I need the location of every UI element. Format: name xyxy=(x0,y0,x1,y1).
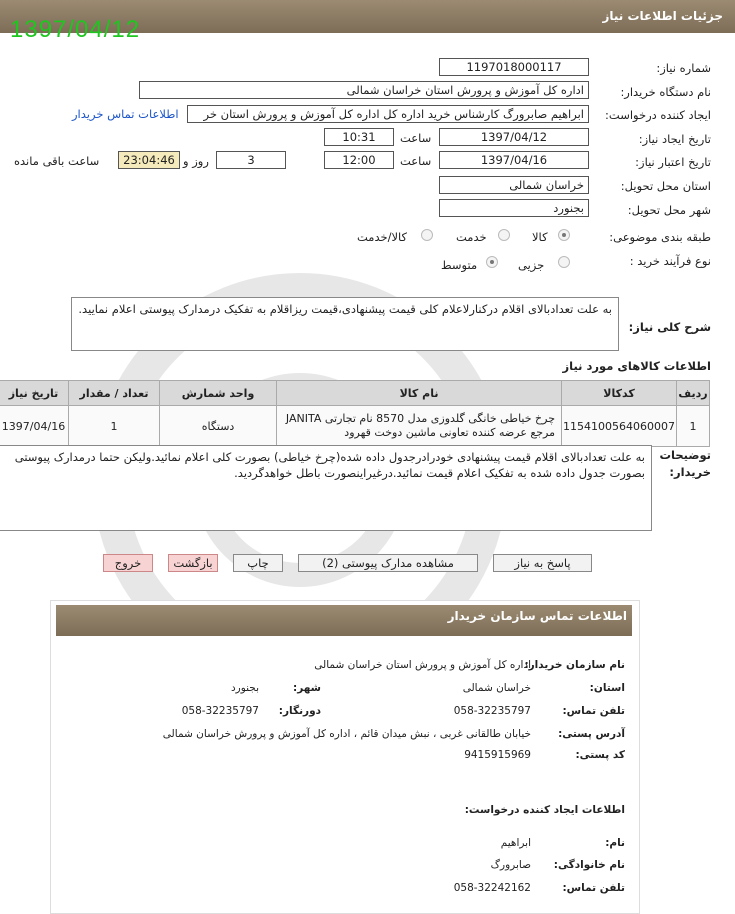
table-row xyxy=(0,406,710,447)
creator-family-value: صابرورگ xyxy=(490,859,531,871)
phone-value: 058-32235797 xyxy=(453,705,531,717)
validity-date-field: 1397/04/16 xyxy=(439,151,589,169)
cell-date: 1397/04/16 xyxy=(0,406,69,447)
col-qty: تعداد / مقدار xyxy=(69,381,160,406)
col-date: تاریخ نیاز xyxy=(0,381,69,406)
buyer-notes-label: توضیحات خریدار: xyxy=(659,448,711,479)
org-label: نام سازمان خریدار: xyxy=(524,659,625,671)
validity-time-field: 12:00 xyxy=(324,151,394,169)
goods-table xyxy=(0,380,710,447)
buyer-contact-link[interactable]: اطلاعات تماس خریدار xyxy=(72,107,179,121)
created-date-label: تاریخ ایجاد نیاز: xyxy=(638,132,711,146)
validity-time-label: ساعت xyxy=(400,154,432,168)
city-value: بجنورد xyxy=(230,682,259,694)
page-title: جزئیات اطلاعات نیاز xyxy=(602,9,723,23)
category-service-label: خدمت xyxy=(456,230,487,244)
cell-row: 1 xyxy=(677,406,710,447)
process-medium-radio[interactable] xyxy=(486,256,498,268)
cell-name: چرخ خیاطی خانگی گلدوزی مدل 8570 نام تجارتی JANITA مرجع عرضه کننده تعاونی ماشین دوخت قهرود xyxy=(277,406,562,447)
exit-button[interactable]: خروج xyxy=(103,554,153,572)
cell-qty: 1 xyxy=(69,406,160,447)
buyer-name-label: نام دستگاه خریدار: xyxy=(620,85,711,99)
validity-date-label: تاریخ اعتبار نیاز: xyxy=(635,155,711,169)
requester-field: ابراهیم صابرورگ کارشناس خرید اداره کل اداره کل آموزش و پرورش استان خر xyxy=(187,105,589,123)
phone-label: تلفن تماس: xyxy=(562,705,625,717)
reply-button[interactable]: پاسخ به نیاز xyxy=(493,554,592,572)
category-label: طبقه بندی موضوعی: xyxy=(609,230,711,244)
back-button[interactable]: بازگشت xyxy=(168,554,218,572)
contact-card-title: اطلاعات تماس سازمان خریدار xyxy=(447,609,627,623)
creator-family-label: نام خانوادگی: xyxy=(553,859,625,871)
col-row: ردیف xyxy=(677,381,710,406)
description-label: شرح کلی نیاز: xyxy=(628,320,711,334)
created-date-field: 1397/04/12 xyxy=(439,128,589,146)
postal-code-label: کد پستی: xyxy=(575,749,625,761)
remaining-time-field: 23:04:46 xyxy=(118,151,180,169)
org-value: اداره کل آموزش و پرورش استان خراسان شمالی xyxy=(314,659,531,671)
creator-phone-value: 058-32242162 xyxy=(453,882,531,894)
attachments-button[interactable]: مشاهده مدارک پیوستی (2) xyxy=(298,554,478,572)
delivery-province-label: استان محل تحویل: xyxy=(620,179,711,193)
delivery-city-label: شهر محل تحویل: xyxy=(627,203,711,217)
remaining-days-field: 3 xyxy=(216,151,286,169)
created-time-label: ساعت xyxy=(400,131,432,145)
fax-label: دورنگار: xyxy=(278,705,321,717)
days-label: روز و xyxy=(183,154,209,168)
buyer-name-field: اداره کل آموزش و پرورش استان خراسان شمالی xyxy=(139,81,589,99)
delivery-province-field: خراسان شمالی xyxy=(439,176,589,194)
creator-section-title: اطلاعات ایجاد کننده درخواست: xyxy=(464,804,625,816)
fax-value: 058-32235797 xyxy=(181,705,259,717)
date-stamp: 1397/04/12 xyxy=(10,16,141,43)
process-minor-label: جزیی xyxy=(518,258,545,272)
need-number-label: شماره نیاز: xyxy=(656,61,711,75)
buyer-contact-card xyxy=(50,600,640,914)
remaining-label: ساعت باقی مانده xyxy=(14,154,100,168)
creator-name-value: ابراهیم xyxy=(500,837,531,849)
col-code: کدکالا xyxy=(562,381,677,406)
need-number-field: 1197018000117 xyxy=(439,58,589,76)
goods-section-title: اطلاعات کالاهای مورد نیاز xyxy=(562,359,711,373)
process-minor-radio[interactable] xyxy=(558,256,570,268)
category-both-radio[interactable] xyxy=(421,229,433,241)
category-goods-radio[interactable] xyxy=(558,229,570,241)
process-label: نوع فرآیند خرید : xyxy=(629,254,711,268)
buyer-notes-textarea[interactable]: به علت تعدادبالای اقلام قیمت پیشنهادی خودرادرجدول داده شده(چرخ خیاطی) بصورت کلی اعلام نمائید.ولیکن حتما درمدارک پیوستی بصورت جدول داده شده به تفکیک اعلام قیمت نمائید.درغیراینصورت باطل خواهدگردید. xyxy=(0,445,652,531)
process-medium-label: متوسط xyxy=(441,258,478,272)
cell-code: 1154100564060007 xyxy=(562,406,677,447)
delivery-city-field: بجنورد xyxy=(439,199,589,217)
creator-name-label: نام: xyxy=(605,837,625,849)
cell-unit: دستگاه xyxy=(160,406,277,447)
col-name: نام کالا xyxy=(277,381,562,406)
postal-code-value: 9415915969 xyxy=(464,749,531,761)
print-button[interactable]: چاپ xyxy=(233,554,283,572)
province-label: استان: xyxy=(589,682,625,694)
category-both-label: کالا/خدمت xyxy=(357,230,408,244)
creator-phone-label: تلفن تماس: xyxy=(562,882,625,894)
created-time-field: 10:31 xyxy=(324,128,394,146)
category-service-radio[interactable] xyxy=(498,229,510,241)
address-value: خیابان طالقانی غربی ، نبش میدان قائم ، اداره کل آموزش و پرورش خراسان شمالی xyxy=(162,728,531,740)
province-value: خراسان شمالی xyxy=(462,682,531,694)
requester-label: ایجاد کننده درخواست: xyxy=(605,108,711,122)
city-label: شهر: xyxy=(293,682,321,694)
address-label: آدرس پستی: xyxy=(558,728,625,740)
col-unit: واحد شمارش xyxy=(160,381,277,406)
category-goods-label: کالا xyxy=(532,230,548,244)
description-textarea[interactable]: به علت تعدادبالای اقلام درکنارلاعلام کلی قیمت پیشنهادی،قیمت ریزاقلام به تفکیک درمدارک پیوستی اعلام نمایید. xyxy=(71,297,619,351)
